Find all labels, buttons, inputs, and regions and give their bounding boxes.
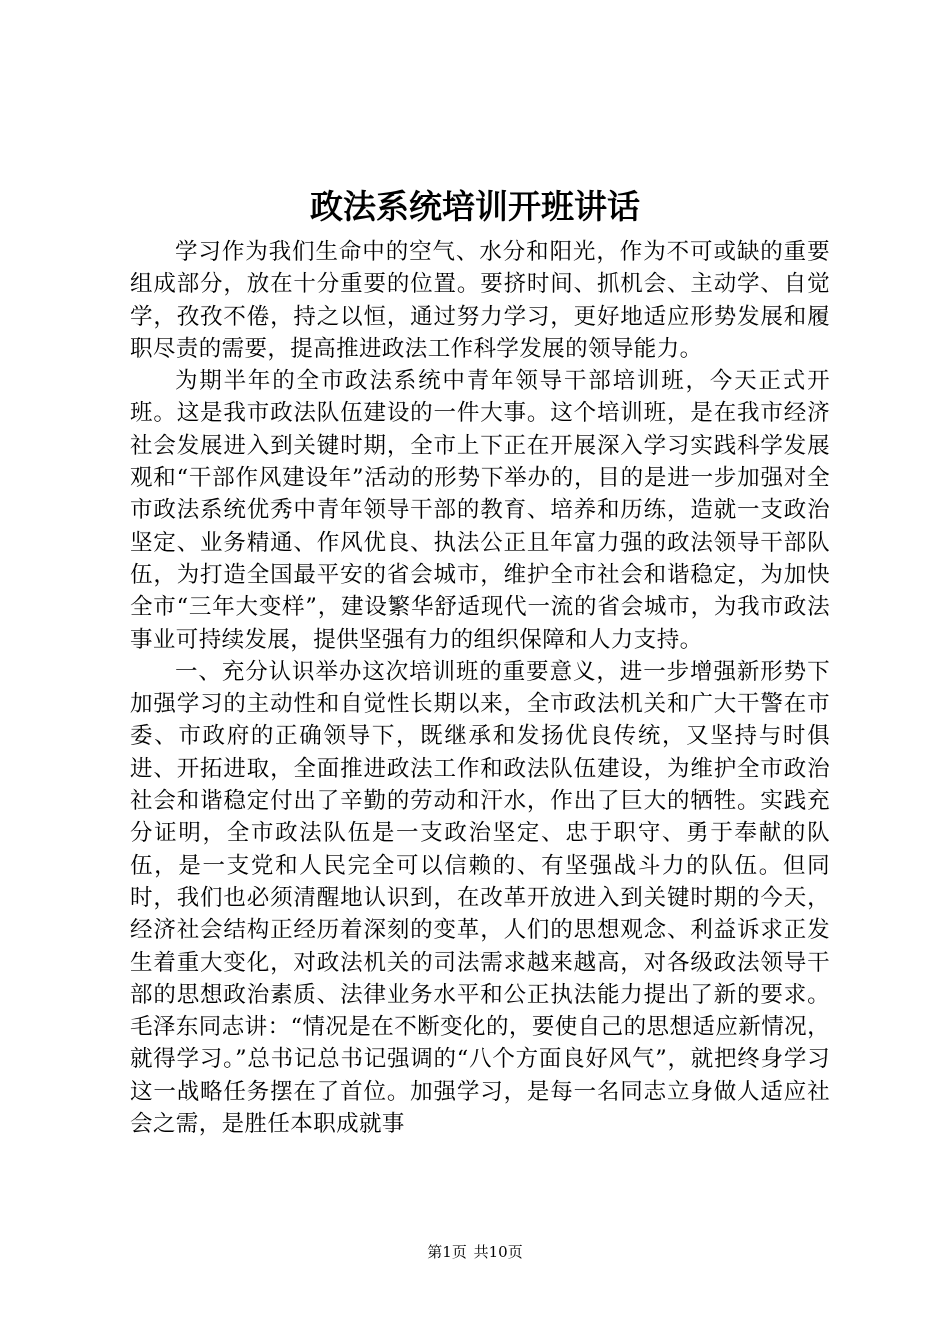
paragraph-1: 学习作为我们生命中的空气、水分和阳光，作为不可或缺的重要组成部分，放在十分重要的位置。要挤时间、抓机会、主动学、自觉学，孜孜不倦，持之以恒，通过努力学习，更好地适应形势发展和履职尽责的需要，提高推进政法工作科学发展的领导能力。 — [130, 239, 830, 362]
document-body — [130, 236, 830, 1140]
page-number: 第1页 — [427, 1243, 467, 1261]
paragraph-3: 一、充分认识举办这次培训班的重要意义，进一步增强新形势下加强学习的主动性和自觉性长期以来，全市政法机关和广大干警在市委、市政府的正确领导下，既继承和发扬优良传统，又坚持与时俱进、开拓进取，全面推进政法工作和政法队伍建设，为维护全市政治社会和谐稳定付出了辛勤的劳动和汗水，作出了巨大的牺牲。实践充分证明，全市政法队伍是一支政治坚定、忠于职守、勇于奉献的队伍，是一支党和人民完全可以信赖的、有坚强战斗力的队伍。但同时，我们也必须清醒地认识到，在改革开放进入到关键时期的今天，经济社会结构正经历着深刻的变革，人们的思想观念、利益诉求正发生着重大变化，对政法机关的司法需求越来越高，对各级政法领导干部的思想政治素质、法律业务水平和公正执法能力提出了新的要求。毛泽东同志讲：“情况是在不断变化的，要使自己的思想适应新情况，就得学习。”总书记总书记强调的“八个方面良好风气”，就把终身学习这一战略任务摆在了首位。加强学习，是每一名同志立身做人适应社会之需，是胜任本职成就事 — [130, 658, 830, 1138]
page-total: 共10页 — [473, 1243, 523, 1261]
paragraph-2: 为期半年的全市政法系统中青年领导干部培训班，今天正式开班。这是我市政法队伍建设的一件大事。这个培训班，是在我市经济社会发展进入到关键时期，全市上下正在开展深入学习实践科学发展观和“干部作风建设年”活动的形势下举办的，目的是进一步加强对全市政法系统优秀中青年领导干部的教育、培养和历练，造就一支政治坚定、业务精通、作风优良、执法公正且年富力强的政法领导干部队伍，为打造全国最平安的省会城市，维护全市社会和谐稳定，为加快全市“三年大变样”，建设繁华舒适现代一流的省会城市，为我市政法事业可持续发展，提供坚强有力的组织保障和人力支持。 — [130, 368, 830, 653]
page-footer — [0, 1240, 950, 1264]
document-title: 政法系统培训开班讲话 — [310, 187, 640, 226]
